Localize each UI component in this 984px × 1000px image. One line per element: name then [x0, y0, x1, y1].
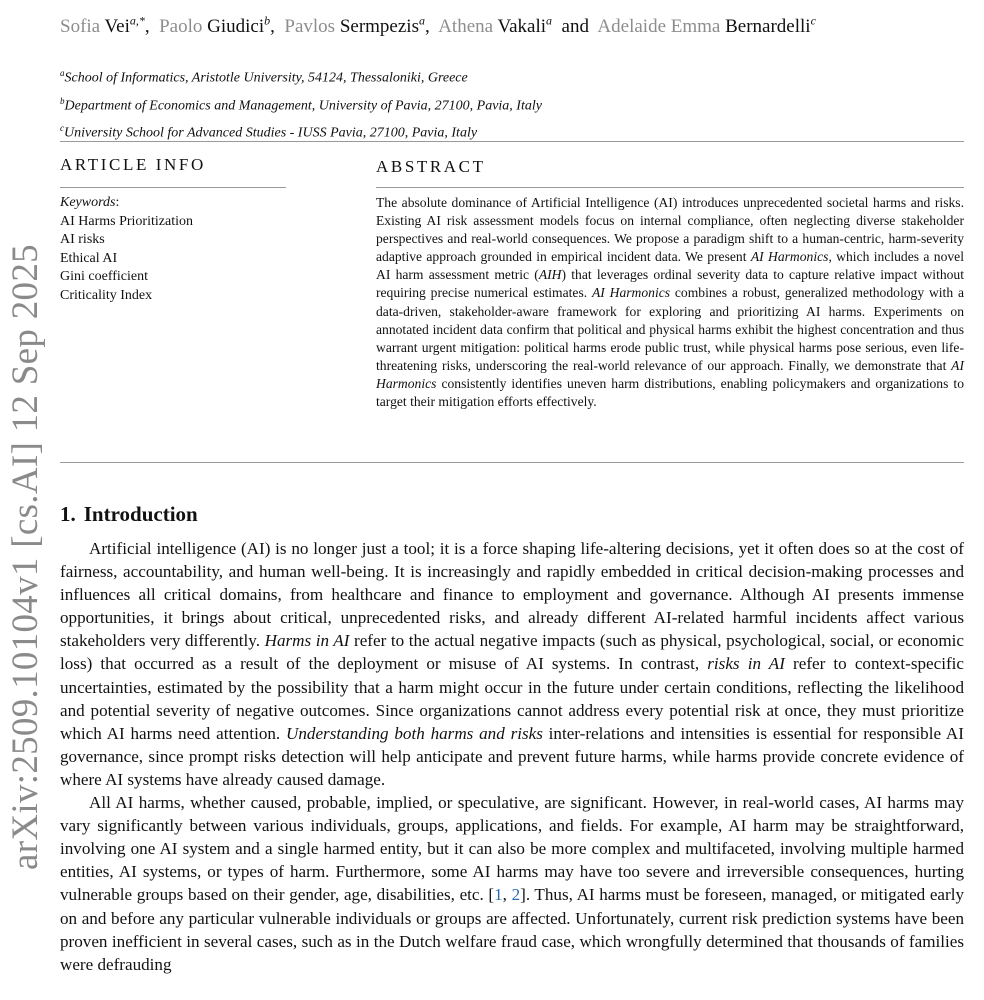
affiliation: $^b$Department of Economics and Management, University of Pavia, 27100, Pavia, Italy	[60, 95, 542, 114]
keywords-block	[60, 194, 193, 305]
intro-body	[60, 537, 964, 976]
article-info-divider	[60, 187, 286, 188]
affiliation: $^c$University School for Advanced Studies - IUSS Pavia, 27100, Pavia, Italy	[60, 123, 478, 141]
keyword: Criticality Index	[60, 287, 153, 303]
article-info-heading: ARTICLE INFO	[60, 155, 206, 174]
paragraph: Artificial intelligence (AI) is no longer just a tool; it is a force shaping life-altering decisions, yet it often does so at the cost of fairness, accountability, and human well-being. It is increasingly and rapidly embedded in critical decision-making processes and influences all critical domains, from healthcare and finance to employment and governance. Although AI presents immense opportunities, it brings about critical, unprecedented risks, and already different AI-related harmful incidents affect various stakeholders very differently. Harms in AI refer to the actual negative impacts (such as physical, psychological, social, or economic loss) that occurred as a result of the deployment or misuse of AI systems. In contrast, risks in AI refer to context-specific uncertainties, estimated by the possibility that a harm might occur in the future under certain conditions, reflecting the likelihood and potential severity of negative outcomes. Since organizations cannot address every potential risk at once, they must prioritize which AI harms need attention. Understanding both harms and risks inter-relations and intensities is essential for responsible AI governance, since prompt risks detection will help anticipate and prevent future harms, while harms provide concrete evidence of where AI systems have already caused damage.	[60, 539, 964, 789]
keyword: Ethical AI	[60, 250, 118, 266]
abstract-heading: ABSTRACT	[376, 157, 486, 176]
citation-link[interactable]: 2	[511, 885, 521, 905]
author-list	[60, 14, 965, 38]
author: Paolo Giudici$^b$,	[159, 14, 275, 38]
author: Pavlos Sermpezis$^a$,	[284, 14, 430, 38]
abstract-text: The absolute dominance of Artificial Intelligence (AI) introduces unprecedented societal harms and risks. Existing AI risk assessment models focus on internal compliance, often neglecting diverse stakeholder perspectives and real-world consequences. We propose a paradigm shift to a human-centric, harm-severity adaptive approach grounded in empirical incident data. We present AI Harmonics, which includes a novel AI harm assessment metric (AIH) that leverages ordinal severity data to capture relative impact without requiring precise numerical estimates. AI Harmonics combines a robust, generalized methodology with a data-driven, stakeholder-aware framework for exploring and prioritizing AI harms. Experiments on annotated incident data confirm that political and physical harms exhibit the highest concentration and thus warrant urgent mitigation: political harms erode public trust, while physical harms pose serious, even life-threatening risks, underscoring the real-world relevance of our approach. Finally, we demonstrate that AI Harmonics consistently identifies uneven harm distributions, enabling policymakers and organizations to target their mitigation efforts effectively.	[376, 195, 965, 410]
section-title: 1. Introduction	[60, 502, 198, 526]
paragraph: All AI harms, whether caused, probable, implied, or speculative, are significant. However, in real-world cases, AI harms may vary significantly between various individuals, groups, applications, and fields. For example, AI harm may be straightforward, involving one AI system and a single harmed entity, but it can also be more complex and multifaceted, involving multiple harmed entities, AI systems, or types of harm. Furthermore, some AI harms may have too severe and irreversible consequences, hurting vulnerable groups based on their gender, age, disabilities, etc. [1, 2]. Thus, AI harms must be foreseen, managed, or mitigated early on and before any particular vulnerable individuals or groups are affected. Unfortunately, current risk prediction systems have been proven inefficient in several cases, such as in the Dutch welfare fraud case, which wrongfully determined that thousands of families were defrauding	[60, 793, 965, 974]
author: Sofia Vei$^{a,*}$,	[60, 14, 150, 38]
affiliations	[60, 62, 542, 145]
author: Athena Vakali$^a$ and	[438, 14, 589, 38]
citation-link[interactable]: 1	[494, 885, 503, 905]
abstract-divider	[376, 187, 964, 188]
keyword: AI risks	[60, 232, 105, 247]
abstract-bottom-divider	[60, 462, 964, 463]
top-divider	[60, 141, 964, 142]
arxiv-watermark: arXiv:2509.10104v1 [cs.AI] 12 Sep 2025	[5, 244, 46, 870]
author: Adelaide Emma Bernardelli$^c$	[597, 14, 816, 38]
keyword: Gini coefficient	[60, 269, 148, 284]
affiliation: $^a$School of Informatics, Aristotle University, 54124, Thessaloniki, Greece	[60, 68, 468, 86]
keywords-label: Keywords:	[60, 195, 120, 210]
keyword: AI Harms Prioritization	[60, 213, 193, 229]
